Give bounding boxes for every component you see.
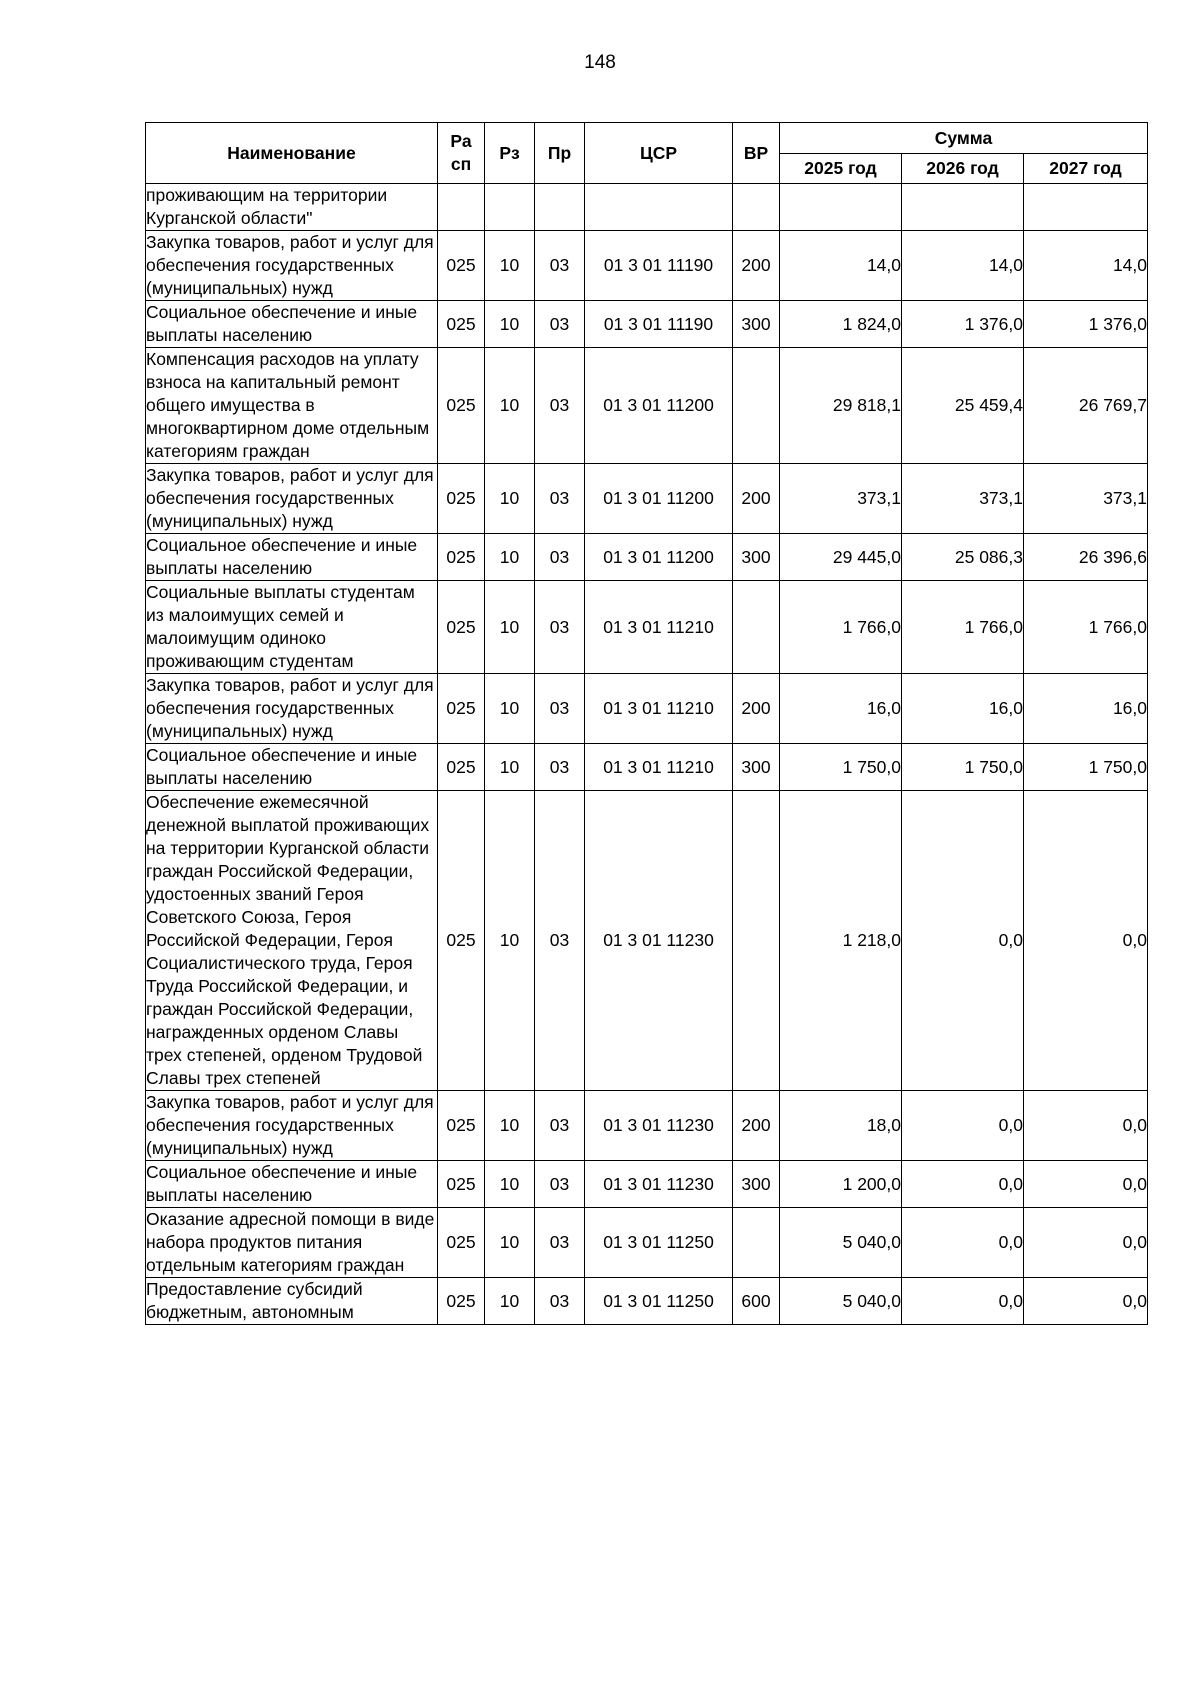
cell-rz: 10 [485, 1278, 535, 1325]
cell-vr: 300 [733, 301, 780, 348]
cell-vr: 200 [733, 1091, 780, 1161]
cell-vr: 200 [733, 464, 780, 534]
cell-2027: 0,0 [1024, 1091, 1148, 1161]
table-row [146, 534, 1148, 581]
cell-vr [733, 791, 780, 1091]
table-row [146, 231, 1148, 301]
cell-csr: 01 3 01 11250 [585, 1208, 733, 1278]
cell-2025: 373,1 [780, 464, 902, 534]
cell-pr: 03 [535, 581, 585, 674]
cell-2027: 373,1 [1024, 464, 1148, 534]
cell-rz: 10 [485, 791, 535, 1091]
table-row [146, 581, 1148, 674]
cell-pr: 03 [535, 791, 585, 1091]
header-pr: Пр [535, 123, 585, 184]
cell-rz: 10 [485, 744, 535, 791]
cell-csr: 01 3 01 11200 [585, 534, 733, 581]
cell-2027: 1 766,0 [1024, 581, 1148, 674]
cell-name: Обеспечение ежемесячной денежной выплатой проживающих на территории Курганской области граждан Российской Федерации, удостоенных званий Героя Советского Союза, Героя Российской Федерации, Героя Социалистического труда, Героя Труда Российской Федерации, и граждан Российской Федерации, награжденных орденом Славы трех степеней, орденом Трудовой Славы трех степеней [146, 791, 438, 1091]
cell-csr: 01 3 01 11230 [585, 1161, 733, 1208]
cell-rz: 10 [485, 1161, 535, 1208]
page-number: 148 [584, 52, 616, 73]
cell-2027: 16,0 [1024, 674, 1148, 744]
cell-2027: 1 750,0 [1024, 744, 1148, 791]
cell-pr: 03 [535, 301, 585, 348]
cell-vr: 600 [733, 1278, 780, 1325]
cell-2025: 1 200,0 [780, 1161, 902, 1208]
cell-2026: 25 459,4 [902, 348, 1024, 464]
cell-2025 [780, 184, 902, 231]
cell-name: Компенсация расходов на уплату взноса на капитальный ремонт общего имущества в многоквартирном доме отдельным категориям граждан [146, 348, 438, 464]
cell-csr: 01 3 01 11210 [585, 674, 733, 744]
cell-rz: 10 [485, 534, 535, 581]
cell-name: Закупка товаров, работ и услуг для обеспечения государственных (муниципальных) нужд [146, 1091, 438, 1161]
header-name: Наименование [146, 123, 438, 184]
cell-2025: 1 218,0 [780, 791, 902, 1091]
cell-pr: 03 [535, 1208, 585, 1278]
table-row [146, 184, 1148, 231]
table-row [146, 301, 1148, 348]
cell-2027: 0,0 [1024, 791, 1148, 1091]
cell-pr: 03 [535, 1091, 585, 1161]
cell-rasp: 025 [438, 581, 485, 674]
cell-csr: 01 3 01 11200 [585, 348, 733, 464]
cell-2027: 26 396,6 [1024, 534, 1148, 581]
cell-vr: 200 [733, 231, 780, 301]
header-2027: 2027 год [1024, 154, 1148, 184]
cell-vr: 300 [733, 534, 780, 581]
cell-2025: 1 750,0 [780, 744, 902, 791]
cell-vr: 300 [733, 744, 780, 791]
cell-rasp: 025 [438, 674, 485, 744]
table-row [146, 791, 1148, 1091]
cell-name: Закупка товаров, работ и услуг для обеспечения государственных (муниципальных) нужд [146, 464, 438, 534]
header-2025: 2025 год [780, 154, 902, 184]
cell-vr [733, 348, 780, 464]
cell-rasp: 025 [438, 534, 485, 581]
cell-2027 [1024, 184, 1148, 231]
cell-rz: 10 [485, 464, 535, 534]
cell-vr: 200 [733, 674, 780, 744]
cell-2026: 0,0 [902, 1161, 1024, 1208]
cell-rz [485, 184, 535, 231]
cell-csr: 01 3 01 11200 [585, 464, 733, 534]
cell-2026 [902, 184, 1024, 231]
cell-name: Социальное обеспечение и иные выплаты населению [146, 301, 438, 348]
cell-rasp: 025 [438, 744, 485, 791]
cell-pr: 03 [535, 1161, 585, 1208]
cell-2025: 1 766,0 [780, 581, 902, 674]
cell-name: Социальное обеспечение и иные выплаты населению [146, 1161, 438, 1208]
table-row [146, 464, 1148, 534]
cell-name: Закупка товаров, работ и услуг для обеспечения государственных (муниципальных) нужд [146, 231, 438, 301]
cell-2025: 1 824,0 [780, 301, 902, 348]
cell-2025: 29 818,1 [780, 348, 902, 464]
cell-2026: 0,0 [902, 1091, 1024, 1161]
cell-name: Социальное обеспечение и иные выплаты населению [146, 534, 438, 581]
table-row [146, 1161, 1148, 1208]
table-row [146, 348, 1148, 464]
cell-2027: 26 769,7 [1024, 348, 1148, 464]
cell-pr: 03 [535, 464, 585, 534]
cell-rasp: 025 [438, 791, 485, 1091]
cell-rz: 10 [485, 674, 535, 744]
cell-vr: 300 [733, 1161, 780, 1208]
cell-rz: 10 [485, 301, 535, 348]
cell-name: Оказание адресной помощи в виде набора продуктов питания отдельным категориям граждан [146, 1208, 438, 1278]
cell-name: Социальные выплаты студентам из малоимущих семей и малоимущим одиноко проживающим студентам [146, 581, 438, 674]
cell-2026: 16,0 [902, 674, 1024, 744]
table-row [146, 1091, 1148, 1161]
cell-name: проживающим на территории Курганской области" [146, 184, 438, 231]
table-row [146, 1278, 1148, 1325]
cell-rasp: 025 [438, 1091, 485, 1161]
cell-pr: 03 [535, 1278, 585, 1325]
cell-rasp: 025 [438, 301, 485, 348]
cell-rz: 10 [485, 1208, 535, 1278]
cell-rasp: 025 [438, 348, 485, 464]
cell-vr [733, 184, 780, 231]
cell-pr: 03 [535, 674, 585, 744]
cell-2026: 1 376,0 [902, 301, 1024, 348]
cell-2026: 0,0 [902, 1208, 1024, 1278]
cell-2025: 14,0 [780, 231, 902, 301]
header-vr: ВР [733, 123, 780, 184]
header-2026: 2026 год [902, 154, 1024, 184]
cell-pr [535, 184, 585, 231]
cell-2027: 0,0 [1024, 1278, 1148, 1325]
cell-2026: 0,0 [902, 791, 1024, 1091]
cell-2026: 25 086,3 [902, 534, 1024, 581]
cell-rasp: 025 [438, 1208, 485, 1278]
cell-rasp: 025 [438, 231, 485, 301]
cell-rasp: 025 [438, 1278, 485, 1325]
cell-csr: 01 3 01 11190 [585, 301, 733, 348]
cell-csr: 01 3 01 11210 [585, 581, 733, 674]
cell-rz: 10 [485, 348, 535, 464]
cell-rz: 10 [485, 581, 535, 674]
cell-2026: 373,1 [902, 464, 1024, 534]
cell-2025: 5 040,0 [780, 1208, 902, 1278]
cell-vr [733, 1208, 780, 1278]
cell-rz: 10 [485, 1091, 535, 1161]
cell-pr: 03 [535, 534, 585, 581]
cell-2025: 16,0 [780, 674, 902, 744]
cell-vr [733, 581, 780, 674]
cell-name: Закупка товаров, работ и услуг для обеспечения государственных (муниципальных) нужд [146, 674, 438, 744]
cell-2025: 29 445,0 [780, 534, 902, 581]
cell-rz: 10 [485, 231, 535, 301]
cell-2026: 14,0 [902, 231, 1024, 301]
table-row [146, 674, 1148, 744]
header-csr: ЦСР [585, 123, 733, 184]
cell-rasp [438, 184, 485, 231]
cell-2027: 1 376,0 [1024, 301, 1148, 348]
cell-2025: 5 040,0 [780, 1278, 902, 1325]
table-row [146, 744, 1148, 791]
cell-csr: 01 3 01 11230 [585, 791, 733, 1091]
cell-pr: 03 [535, 231, 585, 301]
cell-csr: 01 3 01 11210 [585, 744, 733, 791]
header-rasp: Ра сп [438, 123, 485, 184]
cell-2027: 14,0 [1024, 231, 1148, 301]
table-body [146, 184, 1148, 1325]
cell-2027: 0,0 [1024, 1161, 1148, 1208]
header-sum: Сумма [780, 123, 1148, 154]
cell-rasp: 025 [438, 464, 485, 534]
cell-pr: 03 [535, 348, 585, 464]
budget-table [145, 122, 1148, 1325]
cell-2026: 0,0 [902, 1278, 1024, 1325]
header-rz: Рз [485, 123, 535, 184]
cell-name: Предоставление субсидий бюджетным, автономным [146, 1278, 438, 1325]
table-row [146, 1208, 1148, 1278]
cell-csr: 01 3 01 11250 [585, 1278, 733, 1325]
cell-pr: 03 [535, 744, 585, 791]
cell-2025: 18,0 [780, 1091, 902, 1161]
cell-name: Социальное обеспечение и иные выплаты населению [146, 744, 438, 791]
table-header [146, 123, 1148, 184]
cell-csr: 01 3 01 11230 [585, 1091, 733, 1161]
cell-csr: 01 3 01 11190 [585, 231, 733, 301]
cell-2026: 1 750,0 [902, 744, 1024, 791]
cell-rasp: 025 [438, 1161, 485, 1208]
cell-2027: 0,0 [1024, 1208, 1148, 1278]
cell-csr [585, 184, 733, 231]
cell-2026: 1 766,0 [902, 581, 1024, 674]
